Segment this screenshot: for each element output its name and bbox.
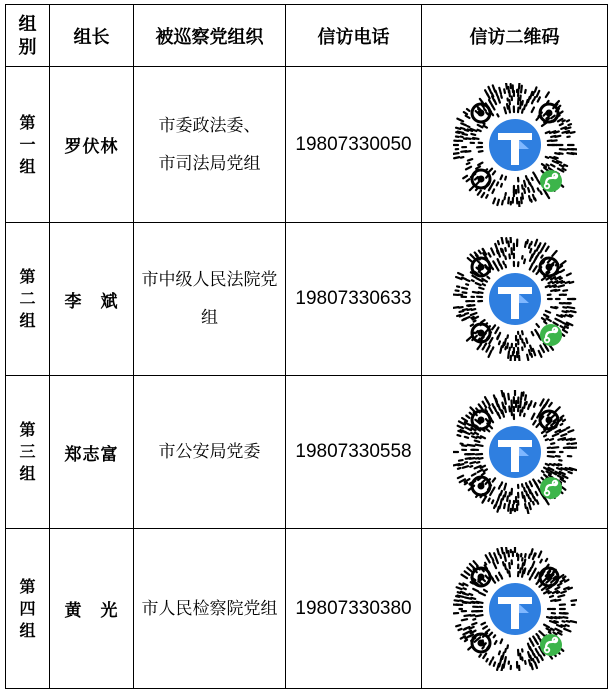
header-org: 被巡察党组织 xyxy=(134,5,286,67)
qr-cell xyxy=(422,223,607,376)
group-cell: 第 一 组 xyxy=(6,67,50,223)
group-cell: 第 三 组 xyxy=(6,376,50,529)
org-cell: 市人民检察院党组 xyxy=(134,529,286,688)
header-phone: 信访电话 xyxy=(286,5,422,67)
org-cell: 市中级人民法院党组 xyxy=(134,223,286,376)
leader-cell: 罗伏林 xyxy=(50,67,134,223)
org-cell: 市委政法委、 市司法局党组 xyxy=(134,67,286,223)
mini-program-code-icon[interactable] xyxy=(453,547,577,671)
header-group: 组 别 xyxy=(6,5,50,67)
mini-program-code-icon[interactable] xyxy=(453,237,577,361)
header-qr: 信访二维码 xyxy=(422,5,607,67)
inspection-table xyxy=(5,4,608,689)
leader-cell: 李 斌 xyxy=(50,223,134,376)
header-leader: 组长 xyxy=(50,5,134,67)
mini-program-code-icon[interactable] xyxy=(453,390,577,514)
phone-cell: 19807330380 xyxy=(286,529,422,688)
phone-cell: 19807330050 xyxy=(286,67,422,223)
mini-program-code-icon[interactable] xyxy=(453,83,577,207)
org-cell: 市公安局党委 xyxy=(134,376,286,529)
leader-cell: 黄 光 xyxy=(50,529,134,688)
group-cell: 第 四 组 xyxy=(6,529,50,688)
qr-cell xyxy=(422,376,607,529)
leader-cell: 郑志富 xyxy=(50,376,134,529)
phone-cell: 19807330558 xyxy=(286,376,422,529)
qr-cell xyxy=(422,529,607,688)
qr-cell xyxy=(422,67,607,223)
phone-cell: 19807330633 xyxy=(286,223,422,376)
group-cell: 第 二 组 xyxy=(6,223,50,376)
